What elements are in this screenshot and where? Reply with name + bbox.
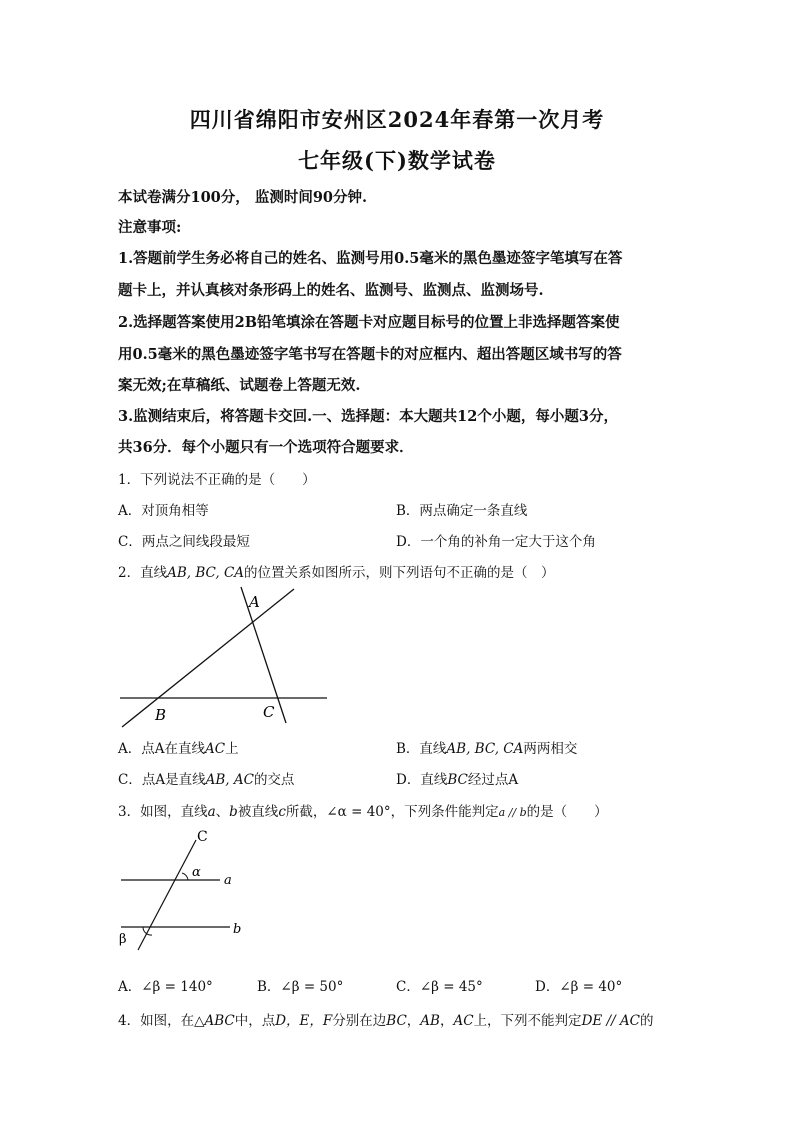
option-text: C．点A是直线 — [118, 772, 206, 788]
option-text: D．直线 — [396, 772, 448, 788]
note-2-line-3: 案无效;在草稿纸、试题卷上答题无效. — [118, 377, 361, 394]
option-math: AC — [205, 741, 226, 757]
stem-text: 上，下列不能判定 — [473, 1013, 582, 1029]
score-line: 本试卷满分100分， 监测时间90分钟. — [118, 189, 368, 206]
point-label-b: B — [155, 706, 167, 724]
stem-math: a — [207, 804, 216, 820]
stem-math: a // b — [498, 806, 527, 819]
question-1-option-a: A．对顶角相等 — [118, 503, 209, 519]
stem-math: AC — [453, 1013, 474, 1029]
stem-math: △ABC — [194, 1013, 235, 1029]
stem-math: AB, BC, CA — [167, 565, 245, 581]
line-label-c: C — [197, 829, 208, 845]
question-2-option-c — [118, 768, 294, 788]
note-3-line-2: 共36分．每个小题只有一个选项符合题要求． — [118, 439, 414, 456]
stem-text: 的是（ ） — [526, 804, 608, 820]
question-1-option-b: B．两点确定一条直线 — [396, 503, 528, 519]
option-text: B．直线 — [396, 741, 447, 757]
question-4-stem — [118, 1009, 654, 1029]
question-3-option-a: A．∠β = 140° — [118, 979, 213, 995]
angle-label-alpha: α — [192, 865, 201, 880]
option-text: A．点A在直线 — [118, 741, 205, 757]
option-text: 两两相交 — [523, 741, 578, 757]
line-label-a: a — [224, 873, 232, 888]
stem-text: 所截，∠α = 40°，下列条件能判定 — [285, 804, 499, 820]
stem-text: 被直线 — [237, 804, 279, 820]
exam-title: 四川省绵阳市安州区2024年春第一次月考 — [189, 107, 605, 132]
question-2-stem — [118, 561, 555, 581]
point-label-c: C — [263, 703, 275, 721]
stem-math: c — [278, 804, 286, 820]
stem-math: D，E，F — [275, 1013, 333, 1029]
stem-math: BC — [386, 1013, 407, 1029]
option-text: 上 — [225, 741, 239, 757]
note-2-line-1: 2.选择题答案使用2B铅笔填涂在答题卡对应题目标号的位置上非选择题答案使 — [118, 314, 620, 331]
question-2-option-a — [118, 737, 239, 757]
stem-text: ， — [439, 1013, 454, 1029]
option-math: AB, AC — [205, 772, 254, 788]
stem-text: 3．如图，直线 — [118, 804, 208, 820]
stem-text: 的 — [640, 1013, 654, 1029]
stem-math: b — [229, 804, 238, 820]
question-2-figure — [110, 582, 340, 730]
stem-text: 、 — [215, 804, 230, 820]
note-1-line-1: 1.答题前学生务必将自己的姓名、监测号用0.5毫米的黑色墨迹签字笔填写在答 — [118, 250, 623, 267]
question-2-option-d — [396, 768, 518, 788]
angle-alpha-arc — [182, 873, 188, 880]
exam-subtitle: 七年级(下)数学试卷 — [298, 148, 496, 173]
stem-math: DE // AC — [581, 1013, 640, 1029]
question-3-figure — [110, 826, 250, 956]
option-math: BC — [447, 772, 468, 788]
line-label-b: b — [233, 922, 242, 937]
stem-text: ， — [406, 1013, 421, 1029]
question-1-option-c: C．两点之间线段最短 — [118, 534, 250, 550]
question-3-stem — [118, 800, 608, 820]
note-2-line-2: 用0.5毫米的黑色墨迹签字笔书写在答题卡的对应框内、超出答题区域书写的答 — [118, 346, 622, 363]
stem-math: AB — [420, 1013, 440, 1029]
notes-heading: 注意事项: — [118, 219, 182, 236]
note-3-line-1: 3.监测结束后，将答题卡交回.一、选择题：本大题共12个小题，每小题3分， — [118, 408, 618, 425]
stem-text: 4．如图，在 — [118, 1013, 195, 1029]
question-2-option-b — [396, 737, 577, 757]
question-1-option-d: D．一个角的补角一定大于这个角 — [396, 534, 596, 550]
point-label-a: A — [249, 593, 260, 611]
question-3-option-c: C．∠β = 45° — [396, 979, 483, 995]
stem-text: 的位置关系如图所示，则下列语句不正确的是（ ） — [244, 565, 555, 581]
stem-text: 中，点 — [234, 1013, 276, 1029]
note-1-line-2: 题卡上，并认真核对条形码上的姓名、监测号、监测点、监测场号. — [118, 282, 544, 299]
question-3-option-d: D．∠β = 40° — [535, 979, 623, 995]
option-math: AB, BC, CA — [446, 741, 524, 757]
stem-text: 2．直线 — [118, 565, 168, 581]
stem-text: 分别在边 — [332, 1013, 387, 1029]
question-1-stem: 1．下列说法不正确的是（ ） — [118, 472, 316, 488]
angle-label-beta: β — [119, 932, 127, 947]
option-text: 的交点 — [253, 772, 295, 788]
question-3-option-b: B．∠β = 50° — [257, 979, 344, 995]
option-text: 经过点A — [467, 772, 519, 788]
